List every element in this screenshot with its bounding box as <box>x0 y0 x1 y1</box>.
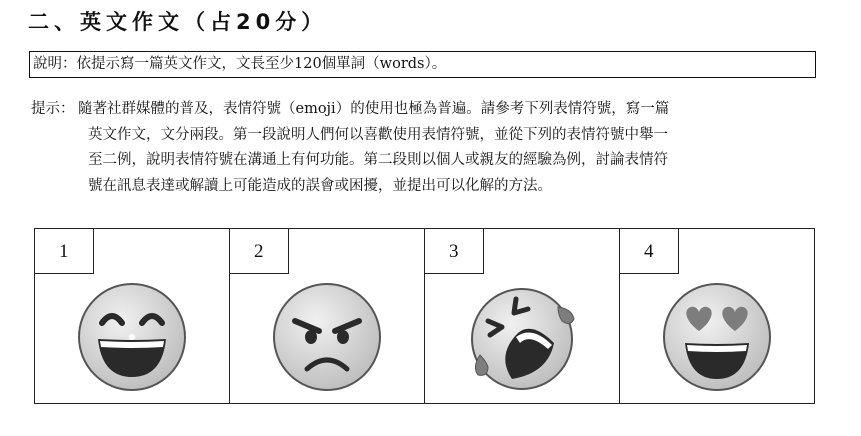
hint-text <box>78 97 816 199</box>
hint-label: 提示： <box>31 101 75 117</box>
grinning-smiling-eyes-emoji-icon <box>76 281 188 393</box>
panel-number: 1 <box>35 229 94 274</box>
hint-line: 英文作文，文分兩段。第一段說明人們何以喜歡使用表情符號，並從下列的表情符號中舉一 <box>88 126 668 143</box>
emoji-panel-4 <box>620 229 814 403</box>
section-title: 二、英文作文（占20分） <box>28 10 328 34</box>
emoji-panel-1 <box>35 229 230 403</box>
hint-line: 隨著社群媒體的普及，表情符號（emoji）的使用也極為普遍。請參考下列表情符號，寫一篇 <box>78 101 670 117</box>
rolling-on-floor-laughing-emoji-icon <box>466 281 578 393</box>
hint-line: 至二例，說明表情符號在溝通上有何功能。第二段則以個人或親友的經驗為例，討論表情符 <box>88 152 668 168</box>
emoji-panels <box>34 228 815 404</box>
heart-eyes-emoji-icon <box>661 281 773 393</box>
panel-number: 3 <box>425 229 484 274</box>
instruction-box: 說明：依提示寫一篇英文作文，文長至少120個單詞（words）。 <box>29 51 816 78</box>
panel-number: 4 <box>620 229 679 274</box>
hint-line: 號在訊息表達或解讀上可能造成的誤會或困擾，並提出可以化解的方法。 <box>88 177 552 194</box>
emoji-panel-3 <box>425 229 620 403</box>
angry-face-emoji-icon <box>271 281 383 393</box>
panel-number: 2 <box>230 229 289 274</box>
emoji-panel-2 <box>230 229 425 403</box>
